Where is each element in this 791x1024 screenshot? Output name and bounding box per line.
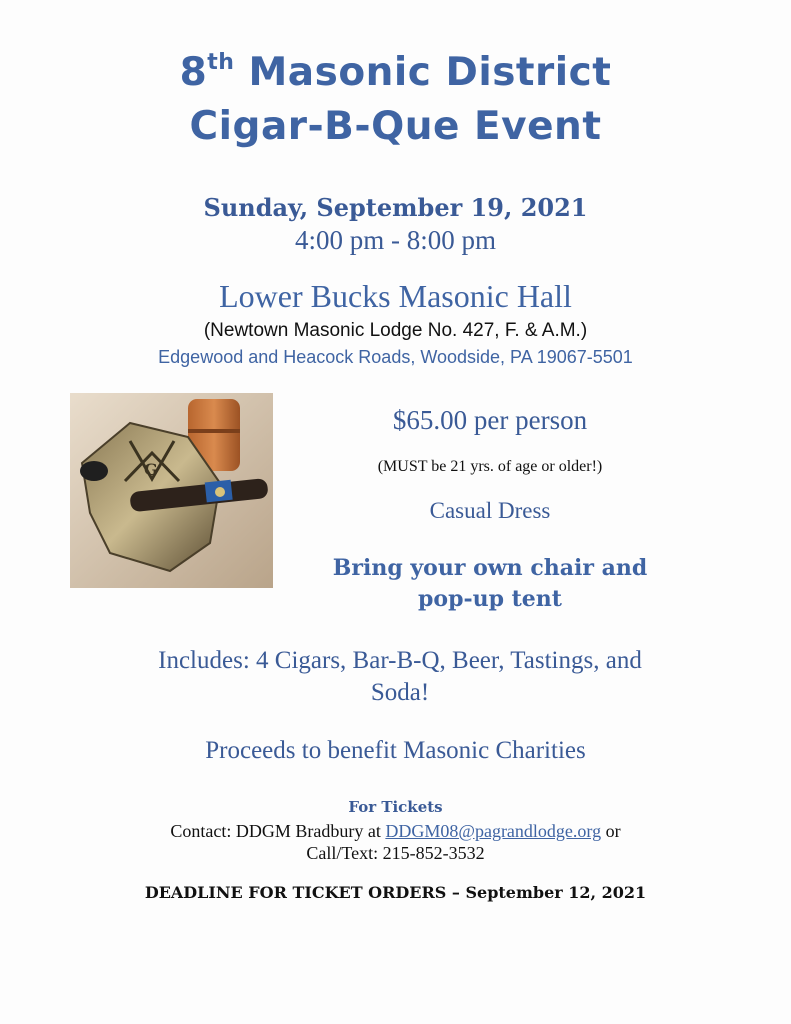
title-number: 8	[179, 50, 208, 95]
event-time: 4:00 pm - 8:00 pm	[295, 225, 496, 255]
event-address: Edgewood and Heacock Roads, Woodside, PA 19067-5501	[158, 347, 633, 367]
includes-line1: Includes: 4 Cigars, Bar-B-Q, Beer, Tastings, and	[158, 647, 642, 674]
event-lodge: (Newtown Masonic Lodge No. 427, F. & A.M.)	[203, 320, 588, 341]
contact-email-link[interactable]: DDGM08@pagrandlodge.org	[385, 821, 602, 841]
ticket-price: $65.00 per person	[392, 405, 588, 435]
contact-phone: Call/Text: 215-852-3532	[306, 843, 485, 863]
page-title-line2: Cigar-B-Que Event	[189, 104, 602, 149]
dress-code: Casual Dress	[429, 498, 551, 523]
ticket-deadline: DEADLINE FOR TICKET ORDERS – September 12, 2021	[144, 883, 647, 902]
bring-chair-line2: pop-up tent	[418, 586, 562, 612]
cigar-ashtray-image	[70, 393, 273, 588]
contact-prefix: Contact: DDGM Bradbury at	[170, 821, 386, 841]
tickets-heading: For Tickets	[348, 798, 443, 816]
includes-line2: Soda!	[370, 679, 430, 706]
cigar-ashtray-photo	[70, 393, 273, 588]
proceeds-note: Proceeds to benefit Masonic Charities	[205, 737, 586, 764]
contact-suffix: or	[601, 821, 621, 841]
page-title	[0, 48, 791, 98]
bring-chair-line1: Bring your own chair and	[332, 555, 648, 581]
event-date: Sunday, September 19, 2021	[203, 193, 588, 222]
event-venue: Lower Bucks Masonic Hall	[219, 278, 572, 314]
svg-text:G: G	[144, 460, 158, 479]
contact-line	[0, 820, 791, 842]
title-ordinal: th	[207, 50, 235, 75]
age-requirement: (MUST be 21 yrs. of age or older!)	[377, 458, 603, 475]
title-line1: Masonic District	[234, 50, 612, 95]
